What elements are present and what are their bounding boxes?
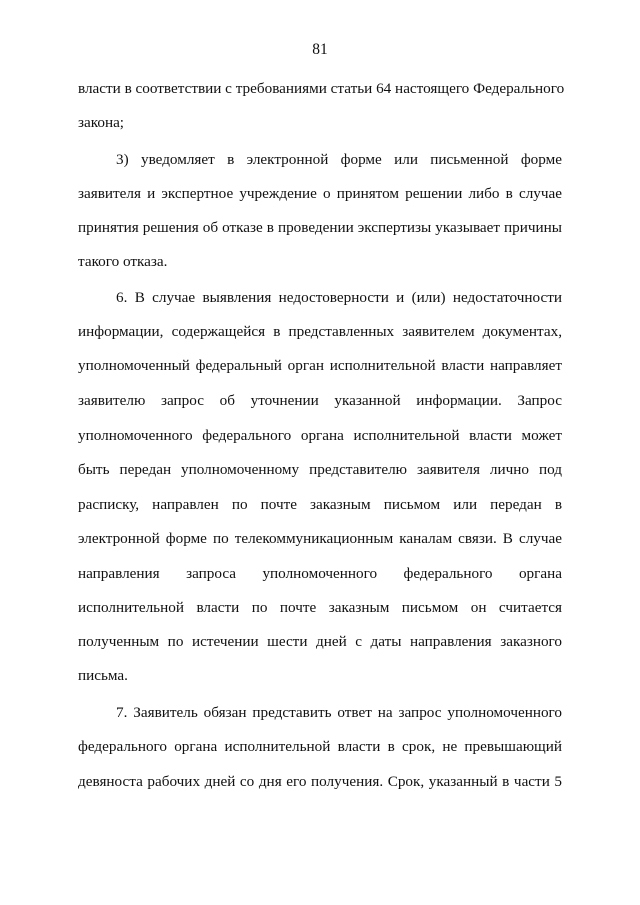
text-line: власти в соответствии с требованиями статьи 64 настоящего Федерального [78,80,565,97]
text-line: заявителю запрос об уточнении указанной информации. Запрос [78,392,562,409]
text-line: полученным по истечении шести дней с даты направления заказного [78,633,562,650]
page-number: 81 [312,41,328,58]
text-line: электронной форме по телекоммуникационным каналам связи. В случае [78,530,562,547]
text-line: 6. В случае выявления недостоверности и (или) недостаточности [116,289,562,306]
text-line: федерального органа исполнительной власти в срок, не превышающий [78,738,562,755]
text-line: 3) уведомляет в электронной форме или письменной форме [116,151,562,168]
text-line: быть передан уполномоченному представителю заявителя лично под [78,461,562,478]
text-line: направления запроса уполномоченного федерального органа [78,565,562,582]
text-line: уполномоченного федерального органа исполнительной власти может [78,427,562,444]
text-line: письма. [78,667,128,684]
text-line: информации, содержащейся в представленных заявителем документах, [78,323,562,340]
text-line: такого отказа. [78,253,168,270]
text-line: заявителя и экспертное учреждение о принятом решении либо в случае [78,185,562,202]
text-line: принятия решения об отказе в проведении экспертизы указывает причины [78,219,562,236]
text-line: исполнительной власти по почте заказным письмом он считается [78,599,562,616]
text-line: закона; [78,114,125,131]
text-line: девяноста рабочих дней со дня его получения. Срок, указанный в части 5 [78,773,562,790]
text-line: 7. Заявитель обязан представить ответ на запрос уполномоченного [116,704,562,721]
text-line: расписку, направлен по почте заказным письмом или передан в [78,496,562,513]
text-line: уполномоченный федеральный орган исполнительной власти направляет [78,357,562,374]
